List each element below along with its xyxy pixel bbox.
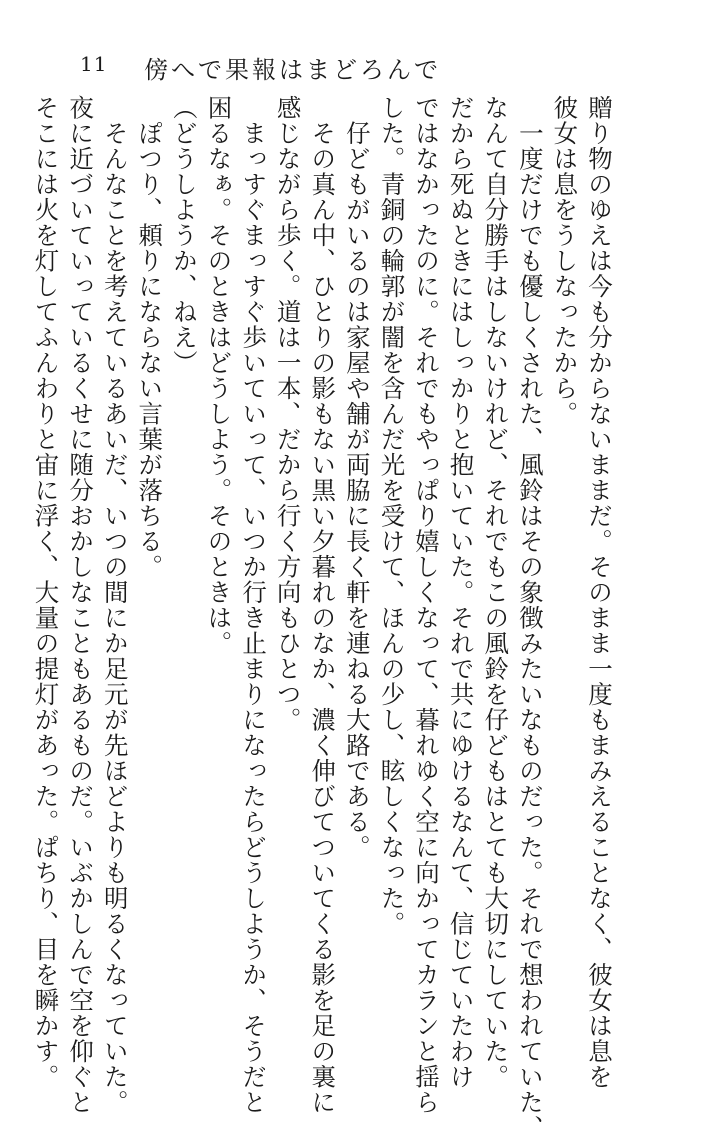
body-text: 贈り物のゆえは今も分からないままだ。そのまま一度もまみえることなく、彼女は息を 彼女は息をうしなったから。 一度だけでも優しくされた、風鈴はその象徴みたいなものだった。それで想われていた、 なんて自分勝手はしないけれど、それでもこの風鈴を仔どもはとても大切にしていた。 だから死ぬときにはしっかりと抱いていた。それで共にゆけるなんて、信じていたわけ ではなかったのに。それでもやっぱり嬉しくなって、暮れゆく空に向かってカランと揺ら した。青銅の輪郭が闇を含んだ光を受けて、ほんの少し、眩しくなった。 仔どもがいるのは家屋や舗が両脇に長く軒を連ねる大路である。 その真ん中、ひとりの影もない黒い夕暮れのなか、濃く伸びてついてくる影を足の裏に 感じながら歩く。道は一本、だから行く方向もひとつ。 まっすぐまっすぐ歩いていって、いつか行き止まりになったらどうしようか、そうだと 困るなぁ。そのときはどうしよう。そのときは。 （どうしようか、ねえ） ぽつり、頼りにならない言葉が落ちる。 そんなことを考えているあいだ、いつの間にか足元が先ほどよりも明るくなっていた。 夜に近づいていっているくせに随分おかしなこともあるものだ。いぶかしんで空を仰ぐと そこには火を灯してふんわりと宙に浮く、大量の提灯があった。ぱちり、目を瞬かす。	[31, 95, 614, 1141]
chapter-title: 傍へで果報はまどろんで	[144, 56, 441, 84]
page-number: 11	[80, 52, 108, 76]
